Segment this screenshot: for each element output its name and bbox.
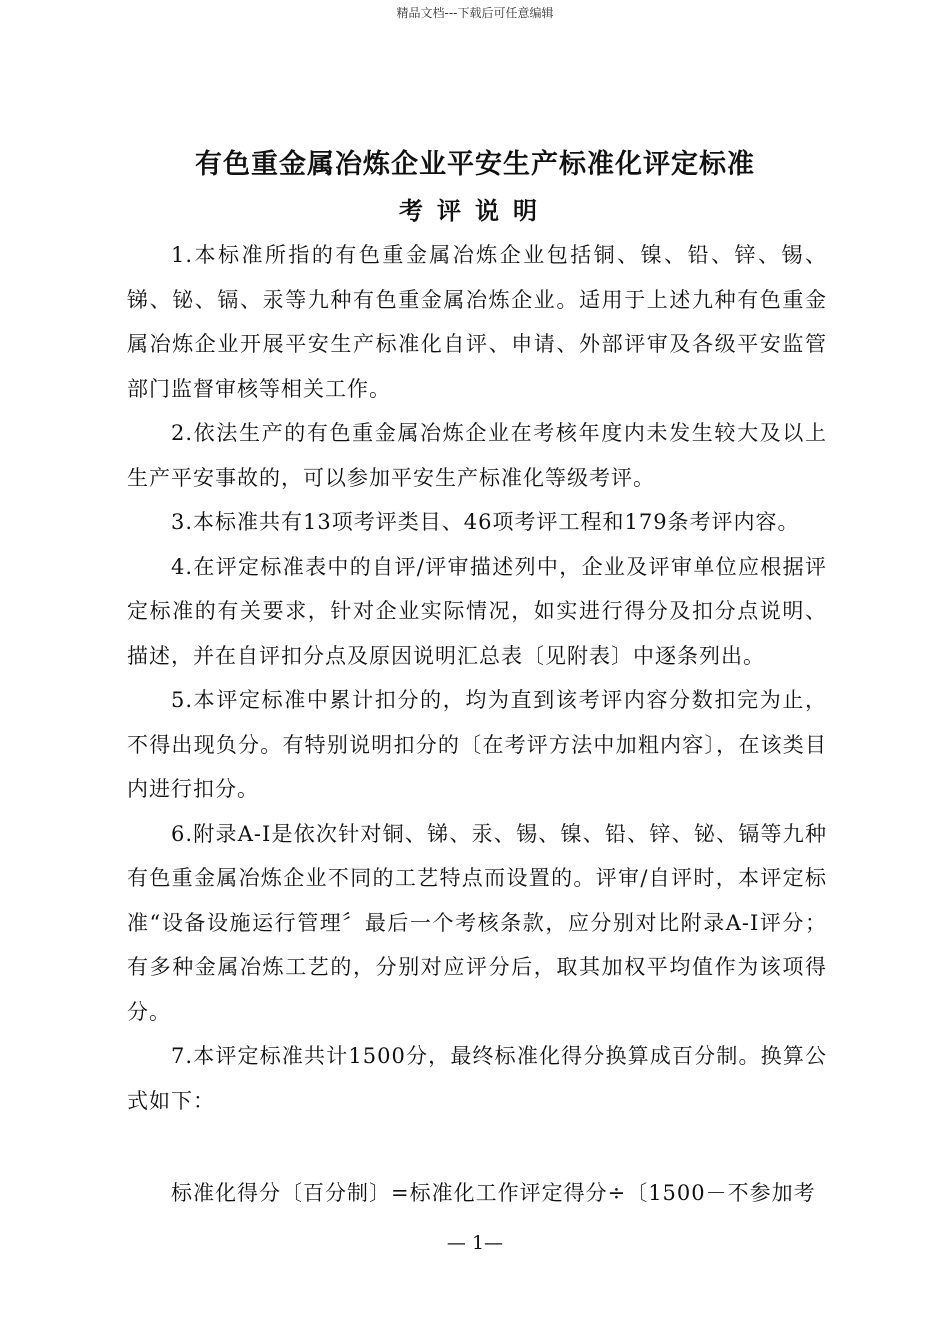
paragraph-4: 4.在评定标准表中的自评/评审描述列中，企业及评审单位应根据评定标准的有关要求，针对企业实际情况，如实进行得分及扣分点说明、描述，并在自评扣分点及原因说明汇总表〔见附表〕中逐条列出。: [127, 554, 827, 668]
document-subtitle: 考评说明: [399, 196, 551, 225]
body-text: [127, 233, 827, 1123]
header-note: 精品文档---下载后可任意编辑: [396, 6, 554, 20]
formula-line: 标准化得分〔百分制〕=标准化工作评定得分÷〔1500－不参加考: [171, 1181, 816, 1205]
paragraph-1: 1.本标准所指的有色重金属冶炼企业包括铜、镍、铅、锌、锡、锑、铋、镉、汞等九种有色重金属冶炼企业。适用于上述九种有色重金属冶炼企业开展平安生产标准化自评、申请、外部评审及各级平安监管部门监督审核等相关工作。: [127, 243, 827, 401]
paragraph-3: 3.本标准共有13项考评类目、46项考评工程和179条考评内容。: [171, 510, 800, 534]
paragraph-6: 6.附录A-I是依次针对铜、锑、汞、锡、镍、铅、锌、铋、镉等九种有色重金属冶炼企业不同的工艺特点而设置的。评审/自评时，本评定标准“设备设施运行管理〞最后一个考核条款，应分别对比附录A-I评分；有多种金属冶炼工艺的，分别对应评分后，取其加权平均值作为该项得分。: [127, 821, 827, 1024]
page-number: — 1—: [446, 1232, 504, 1254]
paragraph-5: 5.本评定标准中累计扣分的，均为直到该考评内容分数扣完为止，不得出现负分。有特别说明扣分的〔在考评方法中加粗内容〕，在该类目内进行扣分。: [127, 688, 827, 801]
paragraph-7: 7.本评定标准共计1500分，最终标准化得分换算成百分制。换算公式如下：: [127, 1044, 827, 1113]
paragraph-2: 2.依法生产的有色重金属冶炼企业在考核年度内未发生较大及以上生产平安事故的，可以参加平安生产标准化等级考评。: [127, 421, 827, 490]
document-title: 有色重金属冶炼企业平安生产标准化评定标准: [195, 149, 755, 180]
